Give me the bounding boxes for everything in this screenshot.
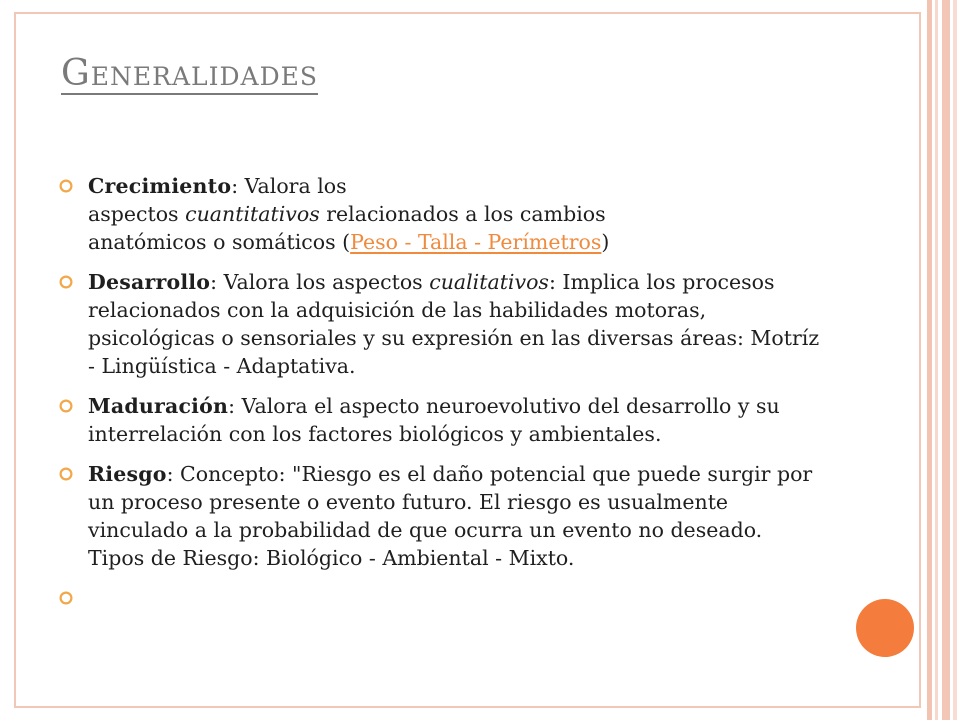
decorative-band [942, 0, 950, 720]
bullet-text: : Valora el aspecto neuroevolutivo del desarrollo y su interrelación con los factores biológicos y ambientales. [88, 394, 780, 446]
bullet-term: Desarrollo [88, 270, 211, 294]
emphasis-text: cuantitativos [185, 202, 320, 226]
bullet-text: ) [601, 230, 610, 254]
bullet-ring-icon [59, 591, 73, 605]
bullet-term: Riesgo [88, 462, 167, 486]
bullet-ring-icon [59, 467, 73, 481]
bullet-list [88, 172, 823, 612]
emphasis-text: cualitativos [429, 270, 549, 294]
bullet-text: : Concepto: "Riesgo es el daño potencial que puede surgir por un proceso presente o evento futuro. El riesgo es usualmente vinculado a la probabilidad de que ocurra un evento no deseado. Tipos de Riesgo: Biológico - Ambiental - Mixto. [88, 462, 813, 570]
bullet-ring-icon [59, 179, 73, 193]
slide-title: Generalidades [61, 53, 319, 94]
bullet-text: anatómicos o somáticos ( [88, 230, 351, 254]
bullet-text: : Implica los procesos relacionados con la adquisición de las habilidades motoras, psicológicas o sensoriales y su expresión en las diversas áreas: Motríz - Lingüística - Adaptativa. [88, 270, 820, 378]
bullet-ring-icon [59, 275, 73, 289]
peso-talla-perimetros-link[interactable]: Peso - Talla - Perímetros [350, 230, 602, 254]
decorative-band [953, 0, 957, 720]
bullet-item-crecimiento [88, 172, 823, 256]
bullet-text: : Valora los aspectos [210, 270, 430, 294]
bullet-ring-icon [59, 399, 73, 413]
bullet-text: : Valora los [231, 174, 347, 198]
bullet-text: relacionados a los cambios [319, 202, 606, 226]
bullet-item-riesgo [88, 460, 823, 572]
bullet-text: aspectos [88, 202, 186, 226]
bullet-term: Crecimiento [88, 174, 232, 198]
bullet-term: Maduración [88, 394, 229, 418]
decorative-band [927, 0, 932, 720]
bullet-item-maduracion [88, 392, 823, 448]
empty-bullet-item [88, 584, 823, 612]
bullet-item-desarrollo [88, 268, 823, 380]
decorative-band [935, 0, 938, 720]
orange-circle-accent [856, 599, 914, 657]
